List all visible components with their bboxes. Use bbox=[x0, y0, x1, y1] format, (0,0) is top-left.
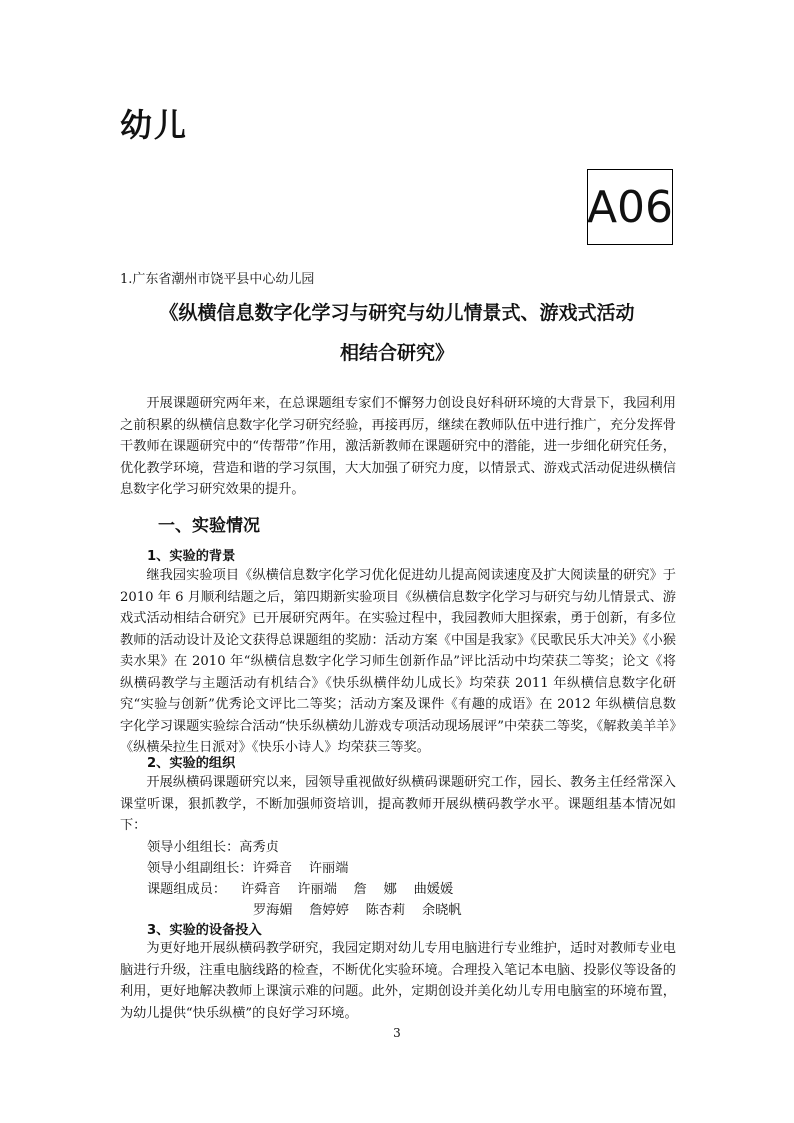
members-row-2: 罗海媚 詹婷婷 陈杏莉 余晓帆 bbox=[253, 903, 462, 918]
title-line-1: 《纵横信息数字化学习与研究与幼儿情景式、游戏式活动 bbox=[159, 302, 635, 324]
intro-paragraph bbox=[120, 393, 676, 501]
members-row-1: 许舜音 许丽端 詹 娜 曲媛媛 bbox=[241, 882, 454, 897]
background-paragraph bbox=[120, 565, 676, 759]
equipment-paragraph bbox=[120, 938, 676, 1024]
organization-paragraph bbox=[120, 772, 676, 837]
document-title bbox=[120, 293, 674, 373]
members-label: 课题组成员： bbox=[147, 882, 227, 897]
page-number: 3 bbox=[393, 1026, 401, 1040]
title-line-2: 相结合研究》 bbox=[339, 342, 454, 364]
subsection-heading-1: 1、实验的背景 bbox=[147, 549, 236, 564]
subsection-heading-3: 3、实验的设备投入 bbox=[147, 923, 262, 938]
organization-text: 开展纵横码课题研究以来，园领导重视做好纵横码课题研究工作，园长、教务主任经常深入课堂听课，狠抓教学，不断加强师资培训，提高教师开展纵横码教学水平。课题组基本情况如下： bbox=[120, 775, 676, 833]
leader-line: 领导小组组长：高秀贞 bbox=[147, 840, 279, 855]
institution-line: 1.广东省潮州市饶平县中心幼儿园 bbox=[120, 272, 315, 287]
vice-leader-line: 领导小组副组长：许舜音 许丽端 bbox=[147, 861, 349, 876]
section-heading-1: 一、实验情况 bbox=[158, 516, 260, 536]
equipment-text: 为更好地开展纵横码教学研究，我园定期对幼儿专用电脑进行专业维护，适时对教师专业电脑进行升级，注重电脑线路的检查，不断优化实验环境。合理投入笔记本电脑、投影仪等设备的利用，更好地解决教师上课演示难的问题。此外，定期创设并美化幼儿专用电脑室的环境布置，为幼儿提供“快乐纵横”的良好学习环境。 bbox=[120, 941, 676, 1021]
subsection-heading-2: 2、实验的组织 bbox=[147, 756, 236, 771]
intro-text: 开展课题研究两年来，在总课题组专家们不懈努力创设良好科研环境的大背景下，我园利用之前积累的纵横信息数字化学习研究经验，再接再厉，继续在教师队伍中进行推广，充分发挥骨干教师在课题研究中的“传帮带”作用，激活新教师在课题研究中的潜能，进一步细化研究任务，优化教学环境，营造和谐的学习氛围，大大加强了研究力度，以情景式、游戏式活动促进纵横信息数字化学习研究效果的提升。 bbox=[120, 396, 676, 497]
code-box: A06 bbox=[587, 169, 673, 245]
category-heading: 幼儿 bbox=[120, 106, 189, 144]
background-text: 继我园实验项目《纵横信息数字化学习优化促进幼儿提高阅读速度及扩大阅读量的研究》于 2010 年 6 月顺利结题之后，第四期新实验项目《纵横信息数字化学习与研究与幼儿情景式、游戏式活动相结合研究》已开展研究两年。在实验过程中，我园教师大胆探索，勇于创新，有多位教师的活动设计及论文获得总课题组的奖励：活动方案《中国是我家》《民歌民乐大冲关》《小猴卖水果》在 2010 年“纵横信息数字化学习师生创新作品”评比活动中均荣获二等奖；论文《将纵横码教学与主题活动有机结合》《快乐纵横伴幼儿成长》均荣获 2011 年纵横信息数字化研究“实验与创新”优秀论文评比二等奖；活动方案及课件《有趣的成语》在 2012 年纵横信息数字化学习课题实验综合活动“快乐纵横幼儿游戏专项活动现场展评”中荣获二等奖，《解救美羊羊》《纵横朵拉生日派对》《快乐小诗人》均荣获三等奖。 bbox=[120, 568, 676, 755]
